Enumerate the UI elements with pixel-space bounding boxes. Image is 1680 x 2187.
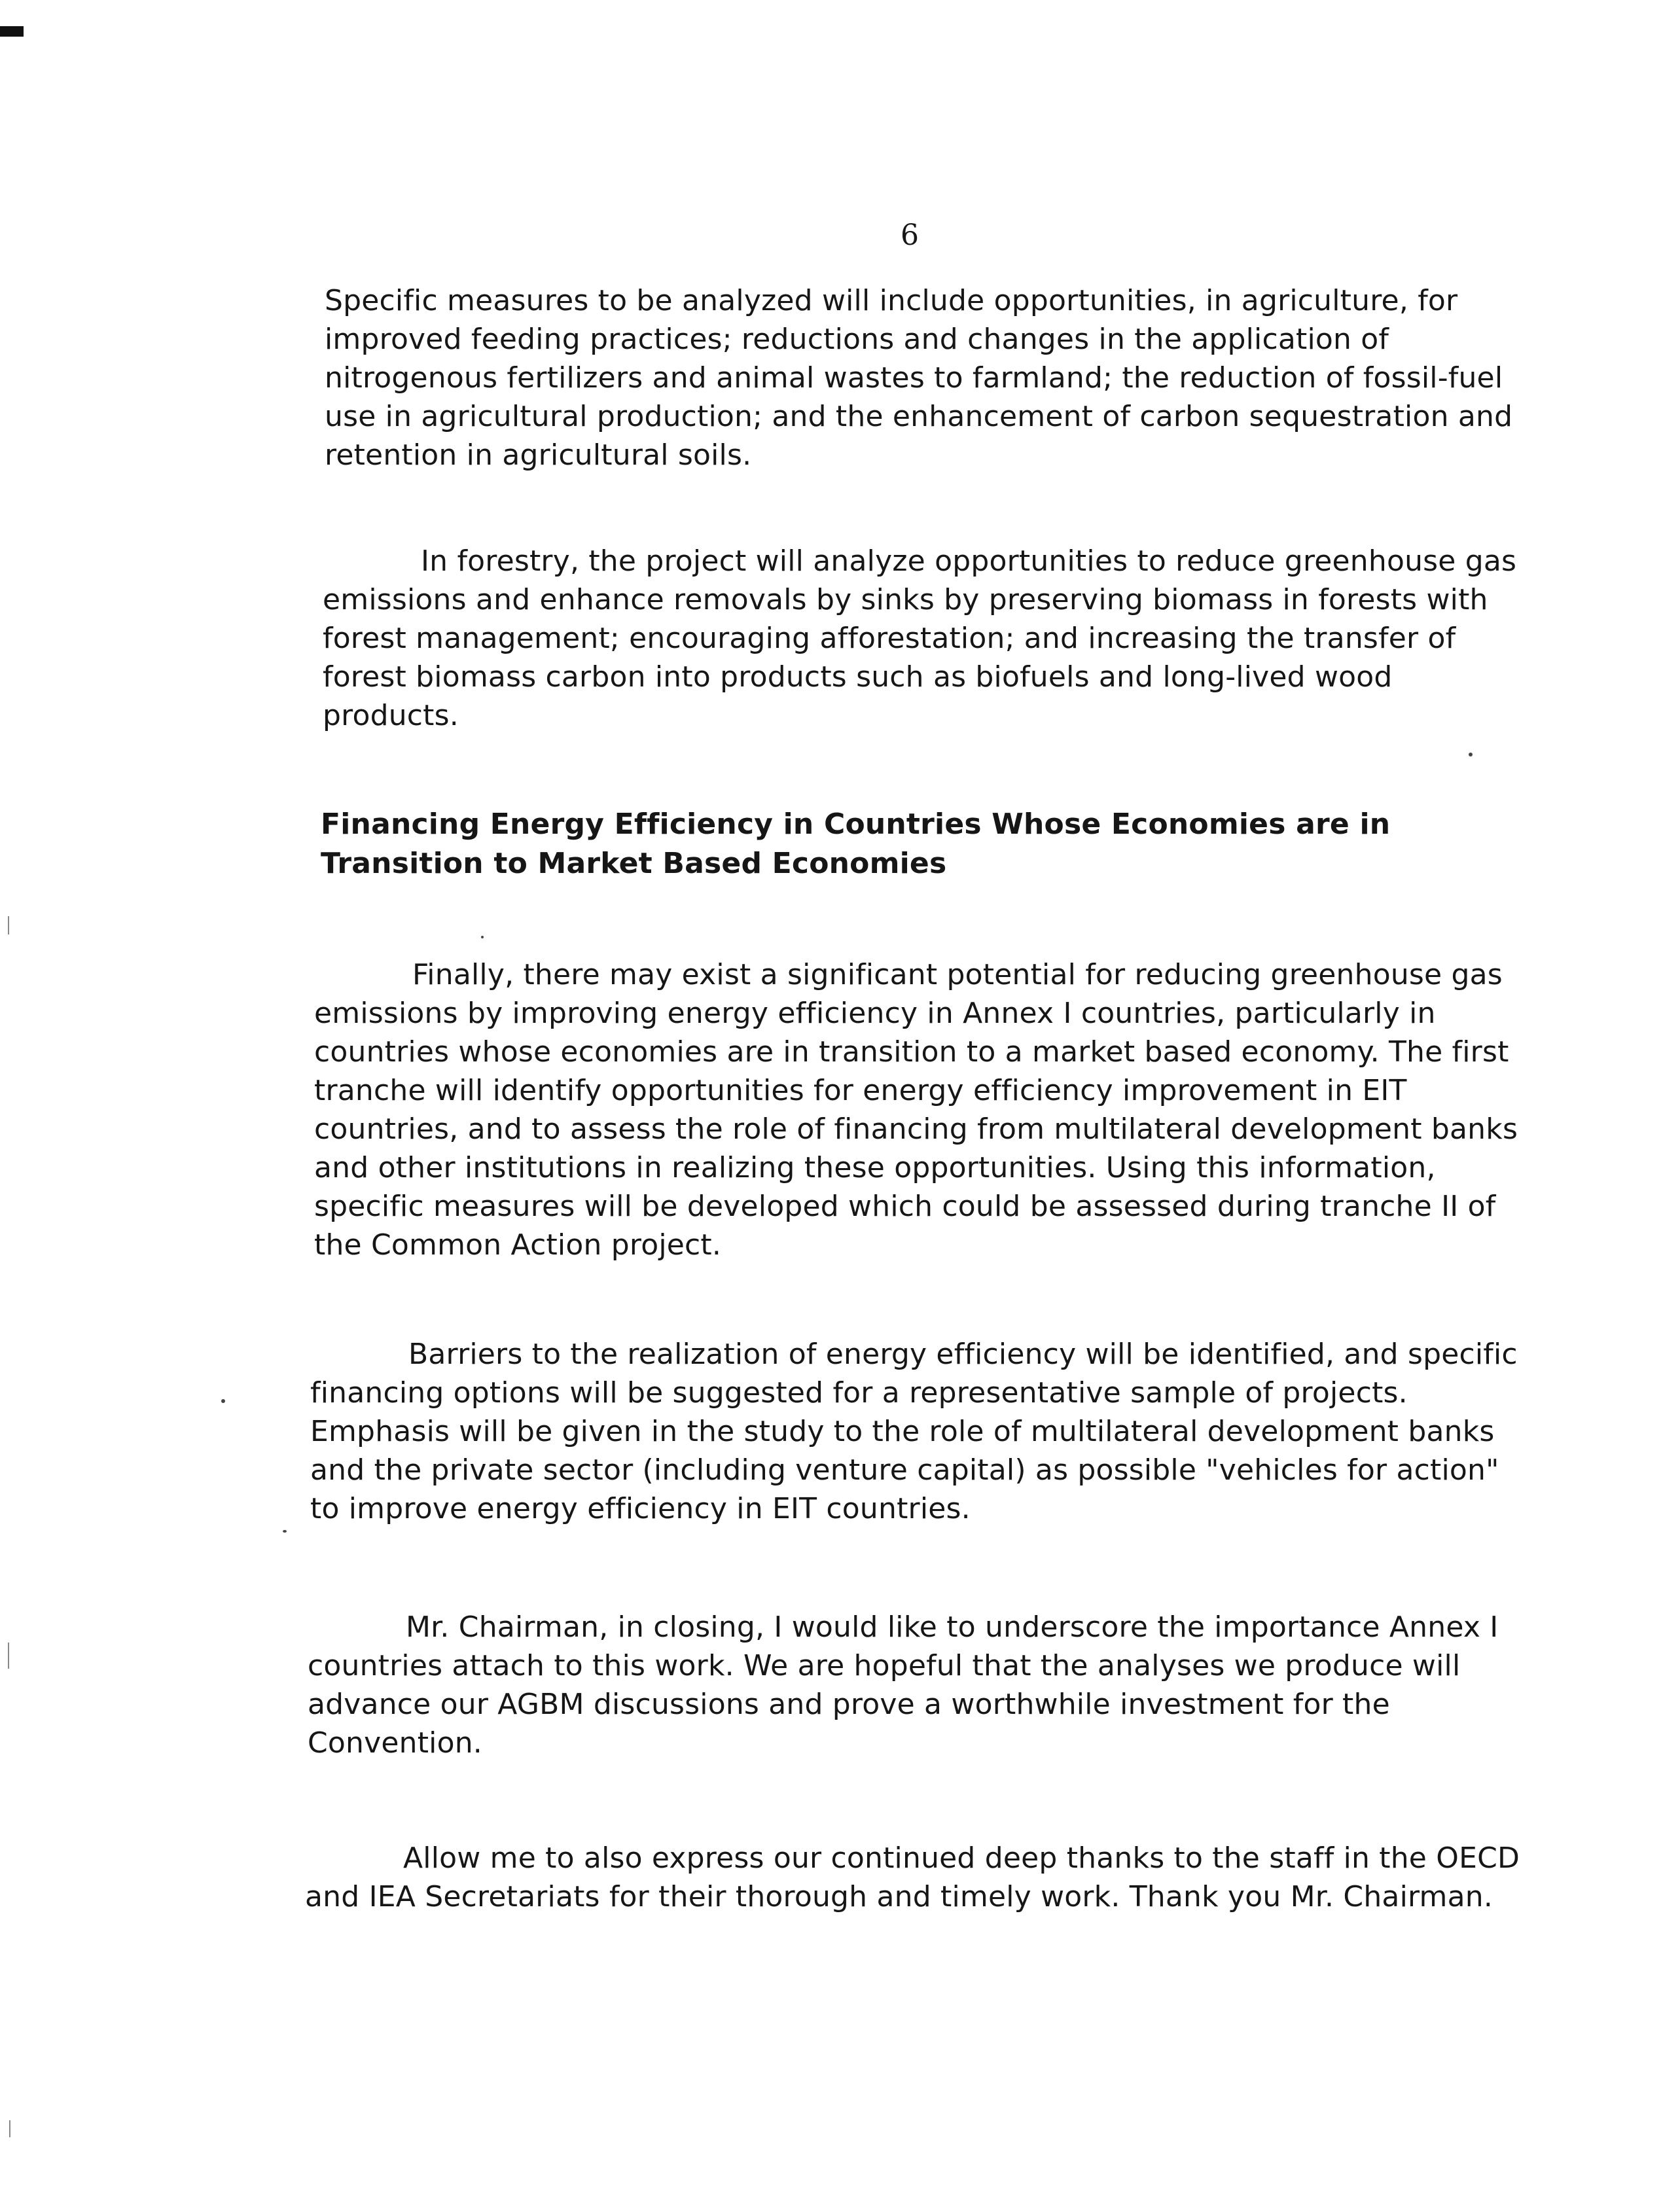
paragraph-thanks: Allow me to also express our continued deep thanks to the staff in the OECD and IEA Secretariats for their thorough and timely work. Thank you Mr. Chairman. xyxy=(305,1841,1520,1913)
paragraph-forestry: In forestry, the project will analyze opportunities to reduce greenhouse gas emissions and enhance removals by sinks by preserving biomass in forests with forest management; encouraging afforestation; and increasing the transfer of forest biomass carbon into products such as biofuels and long-lived wood products. xyxy=(323,544,1517,732)
scan-edge-mark xyxy=(8,1643,9,1669)
scan-speck xyxy=(1469,753,1473,756)
scan-speck xyxy=(221,1399,225,1403)
scan-edge-mark xyxy=(8,916,9,934)
paragraph-finally-energy-efficiency: Finally, there may exist a significant potential for reducing greenhouse gas emissions by improving energy efficiency in Annex I countries, particularly in countries whose economies are in transition to a market based economy. The first tranche will identify opportunities for energy efficiency improvement in EIT countries, and to assess the role of financing from multilateral development banks and other institutions in realizing these opportunities. Using this information, specific measures will be developed which could be assessed during tranche II of the Common Action project. xyxy=(314,958,1518,1262)
scan-speck xyxy=(481,936,484,938)
page-number: 6 xyxy=(901,219,919,252)
section-heading-financing: Financing Energy Efficiency in Countries Whose Economies are in Transition to Market Based Economies xyxy=(321,808,1391,880)
scan-speck xyxy=(283,1530,287,1533)
paragraph-closing: Mr. Chairman, in closing, I would like to underscore the importance Annex I countries attach to this work. We are hopeful that the analyses we produce will advance our AGBM discussions and prove a worthwhile investment for the Convention. xyxy=(308,1610,1499,1760)
scan-corner-mark xyxy=(0,26,24,37)
paragraph-barriers: Barriers to the realization of energy efficiency will be identified, and specific financing options will be suggested for a representative sample of projects. Emphasis will be given in the study to the role of multilateral development banks and the private sector (including venture capital) as possible "vehicles for action" to improve energy efficiency in EIT countries. xyxy=(310,1338,1518,1525)
scan-edge-mark xyxy=(9,2120,10,2137)
paragraph-agriculture-measures: Specific measures to be analyzed will include opportunities, in agriculture, for improved feeding practices; reductions and changes in the application of nitrogenous fertilizers and animal wastes to farmland; the reduction of fossil-fuel use in agricultural production; and the enhancement of carbon sequestration and retention in agricultural soils. xyxy=(325,284,1513,472)
